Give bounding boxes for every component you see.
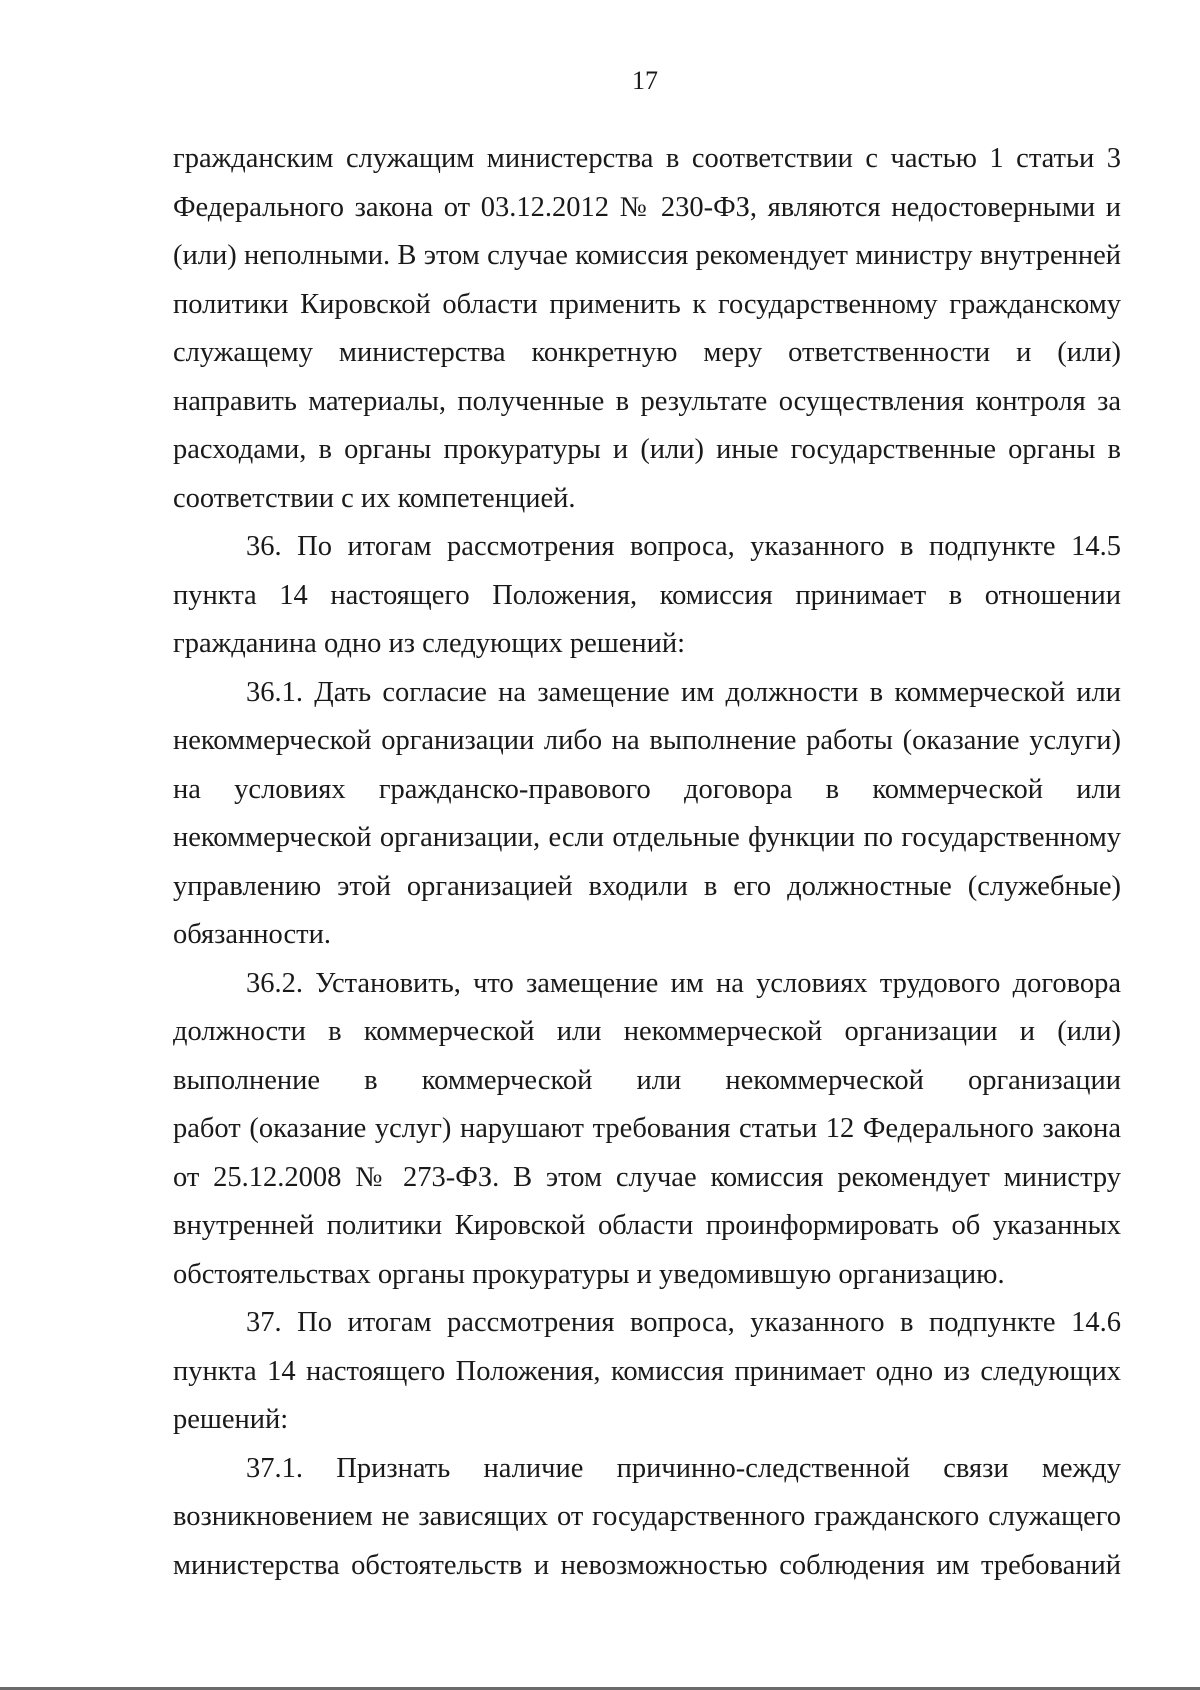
text-line: выполнение в коммерческой или некоммерческой организации — [173, 1064, 1121, 1096]
text-line: гражданским служащим министерства в соответствии с частью 1 статьи 3 — [173, 143, 1121, 174]
text-line: соответствии с их компетенцией. — [173, 482, 576, 514]
text-line: обстоятельствах органы прокуратуры и уведомившую организацию. — [173, 1258, 1005, 1290]
text-line: пункта 14 настоящего Положения, комиссия принимает в отношении — [173, 579, 1121, 611]
text-line: должности в коммерческой или некоммерческой организации и (или) — [173, 1016, 1121, 1047]
text-line: некоммерческой организации, если отдельные функции по государственному — [173, 822, 1121, 853]
text-line: управлению этой организацией входили в его должностные (служебные) — [173, 870, 1121, 902]
document-body — [173, 135, 1121, 1590]
text-line: 36. По итогам рассмотрения вопроса, указанного в подпункте 14.5 — [246, 531, 1121, 562]
text-line: некоммерческой организации либо на выполнение работы (оказание услуги) — [173, 725, 1121, 756]
text-line: направить материалы, полученные в результате осуществления контроля за — [173, 385, 1121, 417]
text-line: обязанности. — [173, 919, 332, 950]
text-line: 36.1. Дать согласие на замещение им должности в коммерческой или — [246, 676, 1121, 708]
text-line: 37. По итогам рассмотрения вопроса, указанного в подпункте 14.6 — [246, 1307, 1121, 1338]
text-line: возникновением не зависящих от государственного гражданского служащего — [173, 1501, 1121, 1532]
page-number: 17 — [632, 66, 658, 95]
text-line: расходами, в органы прокуратуры и (или) иные государственные органы в — [173, 434, 1121, 465]
text-line: решений: — [173, 1404, 289, 1435]
text-line: (или) неполными. В этом случае комиссия рекомендует министру внутренней — [173, 240, 1121, 271]
text-line: Федерального закона от 03.12.2012 № 230-ФЗ, являются недостоверными и — [173, 191, 1121, 223]
text-line: политики Кировской области применить к государственному гражданскому — [173, 288, 1121, 320]
text-line: министерства обстоятельств и невозможностью соблюдения им требований — [173, 1549, 1121, 1581]
text-line: служащему министерства конкретную меру ответственности и (или) — [173, 337, 1121, 368]
text-line: работ (оказание услуг) нарушают требования статьи 12 Федерального закона — [173, 1113, 1121, 1144]
text-line: на условиях гражданско-правового договора в коммерческой или — [173, 773, 1121, 805]
text-line: гражданина одно из следующих решений: — [173, 628, 686, 659]
text-line: пункта 14 настоящего Положения, комиссия принимает одно из следующих — [173, 1355, 1121, 1387]
text-line: 37.1. Признать наличие причинно-следственной связи между — [246, 1452, 1121, 1484]
text-line: от 25.12.2008 № 273-ФЗ. В этом случае комиссия рекомендует министру — [173, 1161, 1121, 1193]
text-line: внутренней политики Кировской области проинформировать об указанных — [173, 1210, 1121, 1241]
text-line: 36.2. Установить, что замещение им на условиях трудового договора — [246, 967, 1121, 999]
